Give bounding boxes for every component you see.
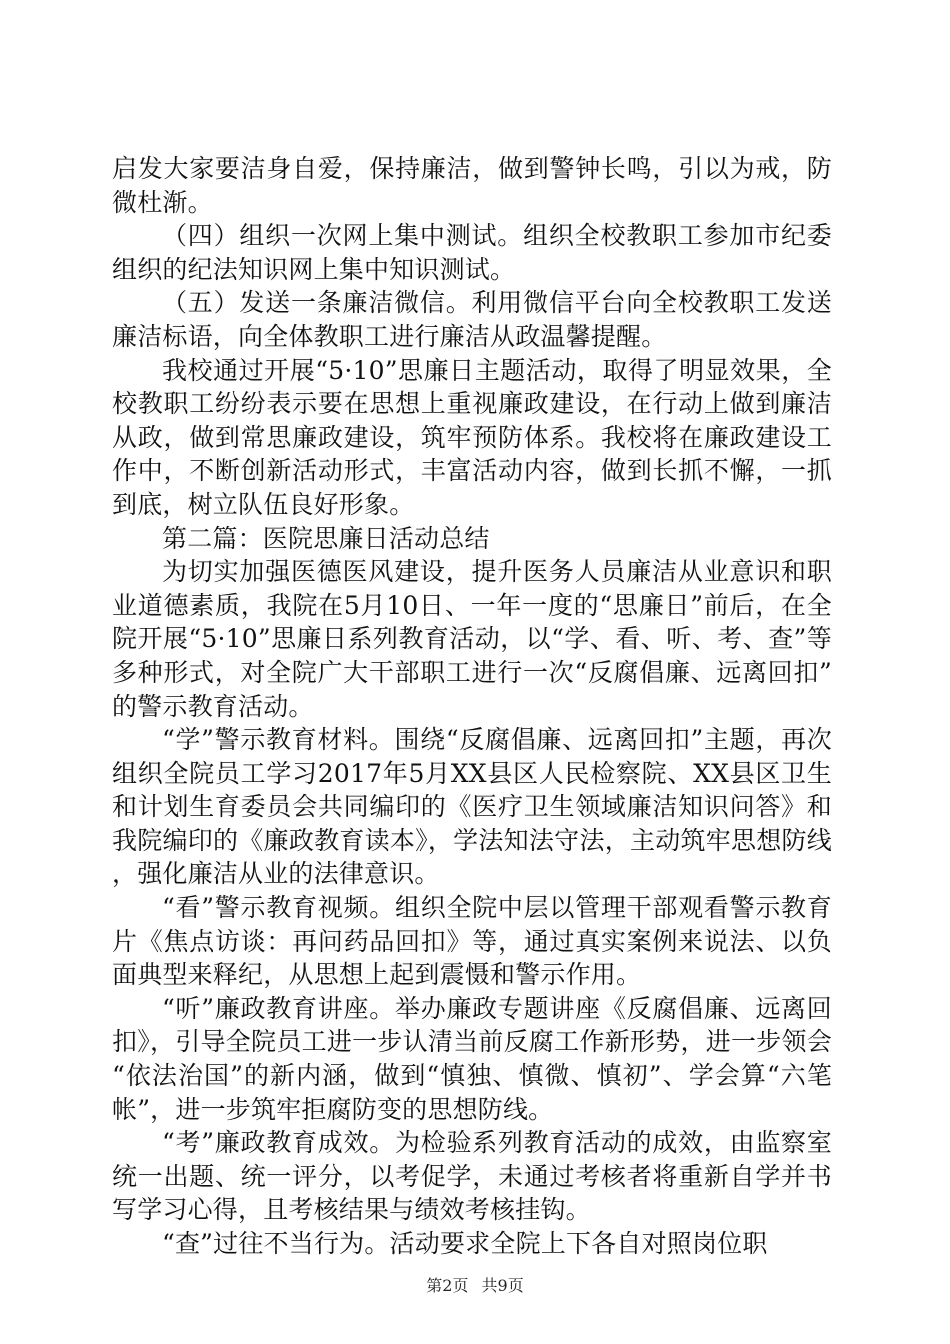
- paragraph-item-four: （四）组织一次网上集中测试。组织全校教职工参加市纪委组织的纪法知识网上集中知识测试。: [112, 221, 832, 284]
- page-footer: [0, 1276, 950, 1296]
- paragraph-item-five: （五）发送一条廉洁微信。利用微信平台向全校教职工发送廉洁标语，向全体教职工进行廉洁从政温馨提醒。: [112, 288, 832, 351]
- paragraph-listen: “听”廉政教育讲座。举办廉政专题讲座《反腐倡廉、远离回扣》，引导全院员工进一步认清当前反腐工作新形势，进一步领会“依法治国”的新内涵，做到“慎独、慎微、慎初”、学会算“六笔帐”，进一步筑牢拒腐防变的思想防线。: [112, 993, 832, 1124]
- paragraph-check: “查”过往不当行为。活动要求全院上下各自对照岗位职: [162, 1229, 768, 1258]
- paragraph-hospital-intro: 为切实加强医德医风建设，提升医务人员廉洁从业意识和职业道德素质，我院在5月10日、一年一度的“思廉日”前后，在全院开展“5·10”思廉日系列教育活动，以“学、看、听、考、查”等多种形式，对全院广大干部职工进行一次“反腐倡廉、远离回扣”的警示教育活动。: [112, 557, 832, 721]
- section-heading: 第二篇：医院思廉日活动总结: [162, 523, 490, 553]
- paragraph-watch: “看”警示教育视频。组织全院中层以管理干部观看警示教育片《焦点访谈：再问药品回扣》等，通过真实案例来说法、以负面典型来释纪，从思想上起到震慑和警示作用。: [112, 893, 832, 990]
- page-total: 共9页: [481, 1276, 524, 1295]
- body-text: [112, 152, 832, 1261]
- paragraph-school-summary: 我校通过开展“5·10”思廉日主题活动，取得了明显效果，全校教职工纷纷表示要在思想上重视廉政建设，在行动上做到廉洁从政，做到常思廉政建设，筑牢预防体系。我校将在廉政建设工作中，不断创新活动形式，丰富活动内容，做到长抓不懈，一抓到底，树立队伍良好形象。: [112, 355, 832, 519]
- paragraph-study: “学”警示教育材料。围绕“反腐倡廉、远离回扣”主题，再次组织全院员工学习2017年5月XX县区人民检察院、XX县区卫生和计划生育委员会共同编印的《医疗卫生领域廉洁知识问答》和我院编印的《廉政教育读本》，学法知法守法，主动筑牢思想防线，强化廉洁从业的法律意识。: [112, 725, 832, 889]
- paragraph-continuation: 启发大家要洁身自爱，保持廉洁，做到警钟长鸣，引以为戒，防微杜渐。: [112, 154, 832, 217]
- paragraph-exam: “考”廉政教育成效。为检验系列教育活动的成效，由监察室统一出题、统一评分，以考促学，未通过考核者将重新自学并书写学习心得，且考核结果与绩效考核挂钩。: [112, 1128, 832, 1225]
- page-number: 第2页: [426, 1276, 469, 1295]
